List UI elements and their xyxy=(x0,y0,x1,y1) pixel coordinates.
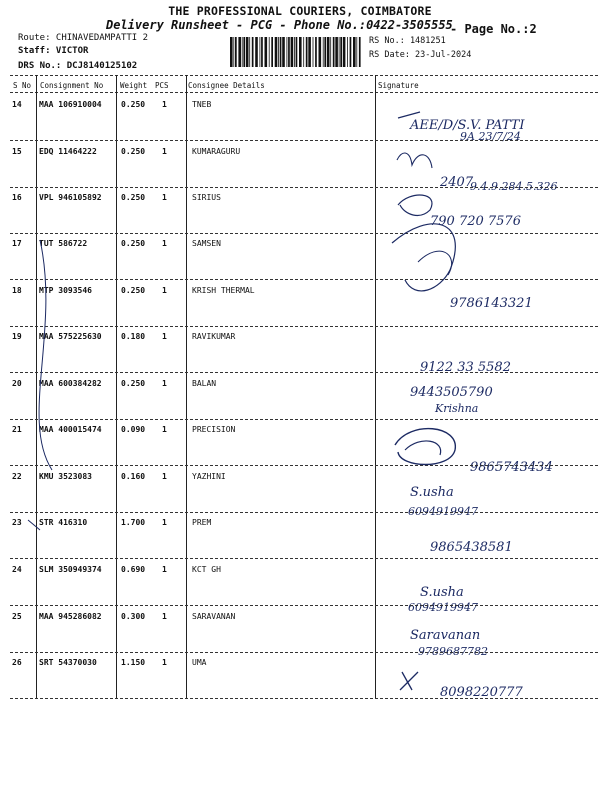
row-consignee: SARAVANAN xyxy=(192,612,236,621)
row-separator xyxy=(10,187,598,188)
row-signature-note: 9789687782 xyxy=(418,645,488,658)
barcode-bar xyxy=(315,37,317,67)
row-consignment: MAA 945286082 xyxy=(39,612,102,621)
row-separator xyxy=(10,605,598,606)
row-signature: 9786143321 xyxy=(450,296,533,311)
row-consignee: KCT GH xyxy=(192,565,221,574)
row-consignee: SIRIUS xyxy=(192,193,221,202)
row-separator xyxy=(10,698,598,699)
row-pcs: 1 xyxy=(162,239,167,248)
row-pcs: 1 xyxy=(162,286,167,295)
row-consignment: MAA 106910004 xyxy=(39,100,102,109)
row-weight: 0.300 xyxy=(121,612,146,621)
barcode-bar xyxy=(233,37,234,67)
row-separator xyxy=(10,233,598,234)
row-sno: 17 xyxy=(12,239,22,248)
row-signature: Saravanan xyxy=(410,628,481,643)
row-signature-note: 6094919947 xyxy=(408,505,478,518)
barcode-bar xyxy=(353,37,356,67)
barcode-bar xyxy=(340,37,342,67)
barcode-bar xyxy=(235,37,237,67)
row-consignee: UMA xyxy=(192,658,207,667)
barcode-bar xyxy=(296,37,298,67)
barcode-bar xyxy=(359,37,361,67)
row-consignee: YAZHINI xyxy=(192,472,226,481)
row-consignee: KUMARAGURU xyxy=(192,147,241,156)
barcode-bar xyxy=(313,37,314,67)
barcode-bar xyxy=(291,37,294,67)
row-signature: S.usha xyxy=(420,585,464,600)
row-weight: 0.250 xyxy=(121,193,146,202)
row-sno: 19 xyxy=(12,332,22,341)
barcode-bar xyxy=(327,37,330,67)
row-pcs: 1 xyxy=(162,472,167,481)
barcode-bar xyxy=(339,37,340,67)
row-consignee: SAMSEN xyxy=(192,239,221,248)
barcode-bar xyxy=(260,37,261,67)
barcode-bar xyxy=(308,37,311,67)
col-header-weight: Weight xyxy=(120,81,148,90)
barcode-bar xyxy=(335,37,338,67)
barcode-bar xyxy=(294,37,295,67)
barcode-bar xyxy=(287,37,288,67)
row-sno: 23 xyxy=(12,518,22,527)
row-sno: 24 xyxy=(12,565,22,574)
route-label: Route: CHINAVEDAMPATTI 2 xyxy=(18,33,149,43)
barcode-bar xyxy=(249,37,250,67)
row-consignment: EDQ 11464222 xyxy=(39,147,97,156)
barcode-bar xyxy=(288,37,290,67)
row-sno: 20 xyxy=(12,379,22,388)
row-sno: 18 xyxy=(12,286,22,295)
row-consignment: KMU 3523083 xyxy=(39,472,92,481)
barcode-bar xyxy=(261,37,263,67)
barcode-bar xyxy=(275,37,278,67)
row-signature: 9865743434 xyxy=(470,460,553,475)
row-sno: 16 xyxy=(12,193,22,202)
col-header-signature: Signature xyxy=(378,81,419,90)
barcode-bar xyxy=(324,37,326,67)
row-consignment: MAA 600384282 xyxy=(39,379,102,388)
row-separator xyxy=(10,279,598,280)
row-weight: 0.250 xyxy=(121,100,146,109)
row-pcs: 1 xyxy=(162,193,167,202)
row-pcs: 1 xyxy=(162,565,167,574)
row-sno: 21 xyxy=(12,425,22,434)
row-sno: 26 xyxy=(12,658,22,667)
barcode-bar xyxy=(299,37,302,67)
row-separator xyxy=(10,558,598,559)
barcode-bar xyxy=(269,37,270,67)
barcode-bar xyxy=(303,37,304,67)
table-header-rule xyxy=(10,92,598,93)
row-consignment: MAA 575225630 xyxy=(39,332,102,341)
col-header-consignment: Consignment No xyxy=(40,81,104,90)
barcode-bar xyxy=(278,37,279,67)
row-weight: 0.250 xyxy=(121,379,146,388)
row-consignee: KRISH THERMAL xyxy=(192,286,255,295)
rs-number: RS No.: 1481251 xyxy=(369,36,446,46)
row-signature: AEE/D/S.V. PATTI xyxy=(410,118,525,133)
row-separator xyxy=(10,512,598,513)
row-pcs: 1 xyxy=(162,612,167,621)
row-sno: 15 xyxy=(12,147,22,156)
row-signature-note: 9.4.9.284.5.326 xyxy=(470,180,558,193)
row-weight: 0.180 xyxy=(121,332,146,341)
barcode-bar xyxy=(252,37,254,67)
row-sno: 22 xyxy=(12,472,22,481)
barcode-bar xyxy=(265,37,268,67)
barcode-bar xyxy=(230,37,233,67)
col-header-pcs: PCS xyxy=(155,81,169,90)
row-pcs: 1 xyxy=(162,147,167,156)
row-consignee: RAVIKUMAR xyxy=(192,332,236,341)
row-weight: 0.250 xyxy=(121,147,146,156)
barcode-bar xyxy=(356,37,357,67)
row-signature: 790 720 7576 xyxy=(430,214,521,229)
row-signature-note: 9A 23/7/24 xyxy=(460,130,521,143)
row-pcs: 1 xyxy=(162,518,167,527)
barcode-bar xyxy=(280,37,282,67)
company-name: THE PROFESSIONAL COURIERS, COIMBATORE xyxy=(168,4,432,18)
drs-number: DRS No.: DCJ8140125102 xyxy=(18,61,138,71)
row-consignment: VPL 946105892 xyxy=(39,193,102,202)
row-signature-note: 6094919947 xyxy=(408,601,478,614)
row-weight: 0.250 xyxy=(121,286,146,295)
row-consignee: TNEB xyxy=(192,100,212,109)
row-pcs: 1 xyxy=(162,332,167,341)
row-sno: 25 xyxy=(12,612,22,621)
row-separator xyxy=(10,465,598,466)
row-weight: 0.690 xyxy=(121,565,146,574)
barcode-bar xyxy=(306,37,308,67)
row-pcs: 1 xyxy=(162,100,167,109)
row-weight: 0.090 xyxy=(121,425,146,434)
barcode-bar xyxy=(238,37,241,67)
barcode-bar xyxy=(333,37,335,67)
barcode-bar xyxy=(323,37,324,67)
row-weight: 1.150 xyxy=(121,658,146,667)
row-signature: S.usha xyxy=(410,485,454,500)
row-weight: 0.160 xyxy=(121,472,146,481)
row-weight: 0.250 xyxy=(121,239,146,248)
row-consignee: PREM xyxy=(192,518,212,527)
rs-date: RS Date: 23-Jul-2024 xyxy=(369,50,472,60)
row-separator xyxy=(10,372,598,373)
row-consignment: SLM 350949374 xyxy=(39,565,102,574)
row-consignment: STR 416310 xyxy=(39,518,88,527)
row-separator xyxy=(10,326,598,327)
row-separator xyxy=(10,140,598,141)
row-signature: 8098220777 xyxy=(440,685,523,700)
barcode-bar xyxy=(246,37,249,67)
row-consignee: BALAN xyxy=(192,379,217,388)
runsheet-title: Delivery Runsheet - PCG - Phone No.:0422-3505555 xyxy=(106,18,453,32)
row-sno: 14 xyxy=(12,100,22,109)
table-top-rule xyxy=(10,75,598,76)
row-signature: 9865438581 xyxy=(430,540,513,555)
row-pcs: 1 xyxy=(162,658,167,667)
barcode-bar xyxy=(347,37,348,67)
barcode-bar xyxy=(242,37,243,67)
row-consignment: MTP 3093546 xyxy=(39,286,92,295)
row-separator xyxy=(10,652,598,653)
row-pcs: 1 xyxy=(162,379,167,388)
barcode-bar xyxy=(350,37,352,67)
barcode-bar xyxy=(255,37,258,67)
row-consignee: PRECISION xyxy=(192,425,236,434)
row-consignment: MAA 400015474 xyxy=(39,425,102,434)
row-signature: 9443505790 xyxy=(410,385,493,400)
barcode-bar xyxy=(319,37,322,67)
row-signature: 2407 xyxy=(440,175,474,190)
row-separator xyxy=(10,419,598,420)
row-consignment: TUT 586722 xyxy=(39,239,88,248)
row-pcs: 1 xyxy=(162,425,167,434)
row-consignment: SRT 54370030 xyxy=(39,658,97,667)
row-signature-note: Krishna xyxy=(435,402,479,415)
barcode-icon xyxy=(230,37,362,67)
barcode-bar xyxy=(330,37,331,67)
row-weight: 1.700 xyxy=(121,518,146,527)
col-header-sno: S No xyxy=(13,81,32,90)
page-number: - Page No.:2 xyxy=(450,22,537,36)
col-header-consignee: Consignee Details xyxy=(188,81,265,90)
barcode-bar xyxy=(271,37,273,67)
barcode-bar xyxy=(282,37,285,67)
staff-label: Staff: VICTOR xyxy=(18,46,89,56)
barcode-bar xyxy=(243,37,245,67)
barcode-bar xyxy=(343,37,346,67)
row-signature: 9122 33 5582 xyxy=(420,360,511,375)
